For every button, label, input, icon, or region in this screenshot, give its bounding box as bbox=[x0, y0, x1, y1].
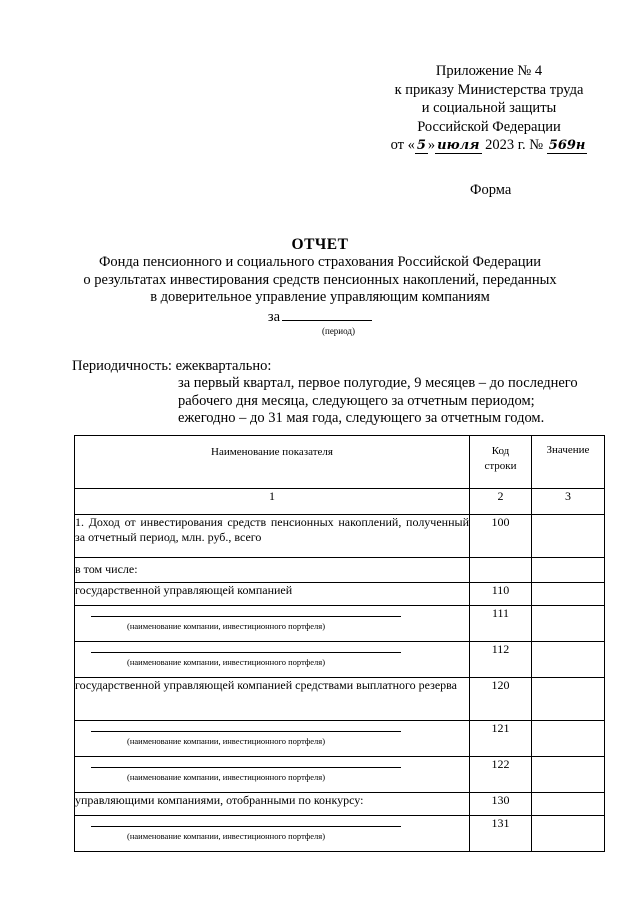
table-row bbox=[75, 678, 605, 721]
periodicity-description bbox=[178, 375, 608, 428]
row-label: государственной управляющей компанией средствами выплатного резерва bbox=[75, 678, 470, 721]
row-label: 1. Доход от инвестирования средств пенсионных накоплений, полученный за отчетный период, млн. руб., всего bbox=[75, 515, 470, 558]
company-caption: (наименование компании, инвестиционного портфеля) bbox=[127, 621, 326, 631]
row-code: 110 bbox=[470, 583, 532, 606]
subtitle-line-1: Фонда пенсионного и социального страхования Российской Федерации bbox=[98, 254, 542, 270]
company-blank-line[interactable] bbox=[91, 616, 401, 617]
approval-line-4: Российской Федерации bbox=[417, 118, 561, 135]
periodicity-line-3: ежегодно – до 31 мая года, следующего за отчетным годом. bbox=[178, 410, 545, 426]
subtitle-line-3: в доверительное управление управляющим компаниям bbox=[150, 289, 490, 305]
row-value[interactable] bbox=[532, 816, 605, 852]
header-code-line-1: Код bbox=[491, 445, 510, 457]
header-value: Значение bbox=[532, 436, 605, 489]
table-row bbox=[75, 642, 605, 678]
row-value[interactable] bbox=[532, 678, 605, 721]
approval-block bbox=[378, 62, 600, 156]
report-title: ОТЧЕТ bbox=[291, 236, 349, 253]
row-code: 131 bbox=[470, 816, 532, 852]
period-hint: (период) bbox=[322, 326, 355, 336]
report-table bbox=[74, 435, 605, 852]
period-prefix: за bbox=[267, 309, 281, 325]
approval-line-1: Приложение № 4 bbox=[435, 63, 543, 79]
date-year: 2023 г. № bbox=[485, 137, 544, 153]
date-day: 5 bbox=[416, 138, 426, 153]
row-label bbox=[75, 721, 470, 757]
table-row bbox=[75, 793, 605, 816]
row-code: 122 bbox=[470, 757, 532, 793]
period-blank bbox=[282, 320, 372, 321]
company-blank-line[interactable] bbox=[91, 652, 401, 653]
table-row bbox=[75, 583, 605, 606]
column-number: 3 bbox=[532, 489, 605, 515]
periodicity-line-1: за первый квартал, первое полугодие, 9 месяцев – до последнего bbox=[178, 375, 578, 391]
row-label: управляющими компаниями, отобранными по конкурсу: bbox=[75, 793, 470, 816]
periodicity-line-2: рабочего дня месяца, следующего за отчетным периодом; bbox=[178, 392, 535, 409]
row-value[interactable] bbox=[532, 515, 605, 558]
row-code: 111 bbox=[470, 606, 532, 642]
periodicity-label: Периодичность: ежеквартально: bbox=[72, 358, 272, 374]
table-row bbox=[75, 721, 605, 757]
approval-date-line bbox=[378, 136, 600, 156]
company-caption: (наименование компании, инвестиционного портфеля) bbox=[127, 772, 326, 782]
row-code: 120 bbox=[470, 678, 532, 721]
row-value[interactable] bbox=[532, 721, 605, 757]
date-month-sep: » bbox=[427, 137, 436, 153]
row-label: государственной управляющей компанией bbox=[75, 583, 470, 606]
row-code bbox=[470, 558, 532, 583]
date-month: июля bbox=[437, 138, 480, 153]
row-value[interactable] bbox=[532, 558, 605, 583]
row-value[interactable] bbox=[532, 642, 605, 678]
form-label: Форма bbox=[470, 182, 512, 198]
date-prefix: от « bbox=[390, 137, 415, 153]
subtitle-line-2: о результатах инвестирования средств пенсионных накоплений, переданных bbox=[83, 271, 557, 288]
table-row bbox=[75, 558, 605, 583]
row-label bbox=[75, 757, 470, 793]
row-code: 130 bbox=[470, 793, 532, 816]
row-value[interactable] bbox=[532, 793, 605, 816]
company-caption: (наименование компании, инвестиционного портфеля) bbox=[127, 736, 326, 746]
table-header-row bbox=[75, 436, 605, 489]
company-blank-line[interactable] bbox=[91, 731, 401, 732]
table-row bbox=[75, 515, 605, 558]
table-row bbox=[75, 816, 605, 852]
row-code: 121 bbox=[470, 721, 532, 757]
row-value[interactable] bbox=[532, 757, 605, 793]
order-number: 569н bbox=[548, 138, 586, 153]
report-subtitle bbox=[40, 254, 600, 307]
row-label: в том числе: bbox=[75, 558, 470, 583]
approval-line-2: к приказу Министерства труда bbox=[394, 81, 584, 98]
approval-line-3: и социальной защиты bbox=[421, 100, 557, 116]
period-row bbox=[0, 309, 640, 326]
row-label bbox=[75, 816, 470, 852]
column-number-row bbox=[75, 489, 605, 515]
header-code bbox=[470, 436, 532, 489]
company-caption: (наименование компании, инвестиционного портфеля) bbox=[127, 657, 326, 667]
table-row bbox=[75, 757, 605, 793]
row-value[interactable] bbox=[532, 606, 605, 642]
column-number: 2 bbox=[470, 489, 532, 515]
company-blank-line[interactable] bbox=[91, 826, 401, 827]
row-code: 112 bbox=[470, 642, 532, 678]
row-value[interactable] bbox=[532, 583, 605, 606]
row-label bbox=[75, 642, 470, 678]
row-code: 100 bbox=[470, 515, 532, 558]
header-name: Наименование показателя bbox=[75, 436, 470, 489]
company-blank-line[interactable] bbox=[91, 767, 401, 768]
column-number: 1 bbox=[75, 489, 470, 515]
table-row bbox=[75, 606, 605, 642]
header-code-line-2: строки bbox=[484, 460, 517, 472]
row-label bbox=[75, 606, 470, 642]
company-caption: (наименование компании, инвестиционного портфеля) bbox=[127, 831, 326, 841]
